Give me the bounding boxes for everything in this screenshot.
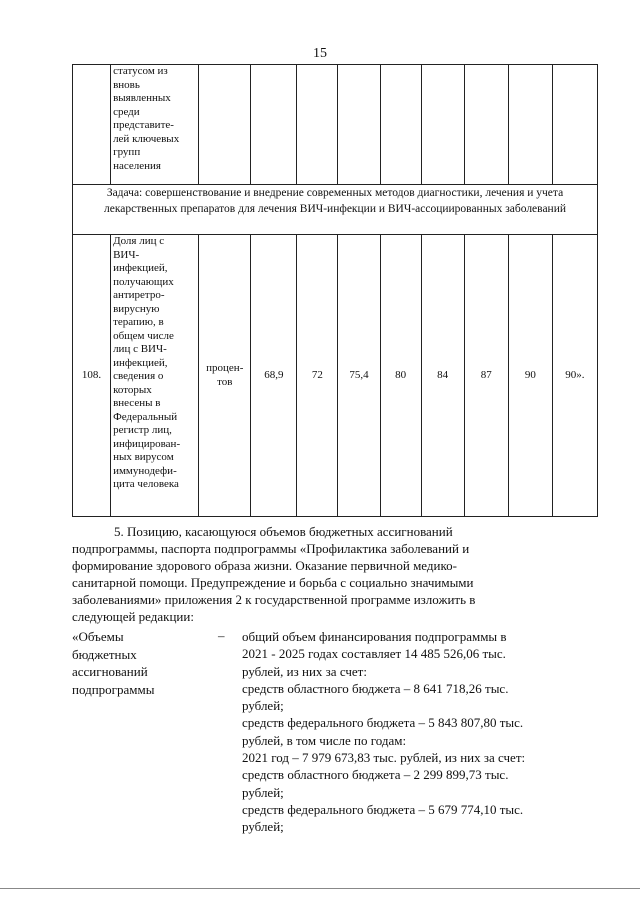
value-cell: 90 [508,235,552,517]
indicators-table [72,64,598,517]
value-cell: 90». [552,235,597,517]
passport-dash: – [218,628,225,643]
passport-content: общий объем финансирования подпрограммы в 2021 - 2025 годах составляет 14 485 526,06 тыс. рублей, из них за счет: средств областного бюджета – 8 641 718,26 тыс. рублей; средств федерального бюджета – 5 843 807,80 тыс. рублей, в том числе по годам: 2021 год – 7 979 673,83 тыс. рублей, из них за счет: средств областного бюджета – 2 299 899,73 тыс. рублей; средств федерального бюджета – 5 679 774,10 тыс. рублей; [242,629,526,835]
value-cell: 80 [380,235,421,517]
passport-label: «Объемы бюджетных ассигнований подпрограммы [72,629,155,697]
page-number: 15 [313,46,327,61]
value-cell: 75,4 [338,235,380,517]
value-cell: 68,9 [251,235,297,517]
unit-cell: процен-тов [199,235,251,517]
amendment-paragraph: 5. Позицию, касающуюся объемов бюджетных ассигнований подпрограммы, паспорта подпрограммы «Профилактика заболеваний и формирование здорового образа жизни. Оказание первичной медико- санитарной помощи. Предупреждение и борьба с социально значимыми заболеваниями» приложения 2 к государственной программе изложить в следующей редакции: [72,524,476,624]
table-row-108 [73,235,598,517]
indicator-name-cell: Доля лиц с ВИЧ- инфекцией, получающих антиретро- вирусную терапию, в общем числе лиц с ВИЧ- инфекцией, сведения о которых внесены в Федеральный регистр лиц, инфицирован- ных вирусом иммунодефи- цита человека [111,235,199,517]
value-cell: 87 [464,235,508,517]
row-number: 108. [73,235,111,517]
task-row [73,185,598,235]
continued-indicator-cell: статусом из вновь выявленных среди представите- лей ключевых групп населения [111,65,199,185]
task-text: Задача: совершенствование и внедрение современных методов диагностики, лечения и учета лекарственных препаратов для лечения ВИЧ-инфекции и ВИЧ-ассоциированных заболеваний [73,185,598,235]
continued-row [73,65,598,185]
value-cell: 72 [297,235,338,517]
value-cell: 84 [421,235,464,517]
footer-divider [0,888,640,889]
